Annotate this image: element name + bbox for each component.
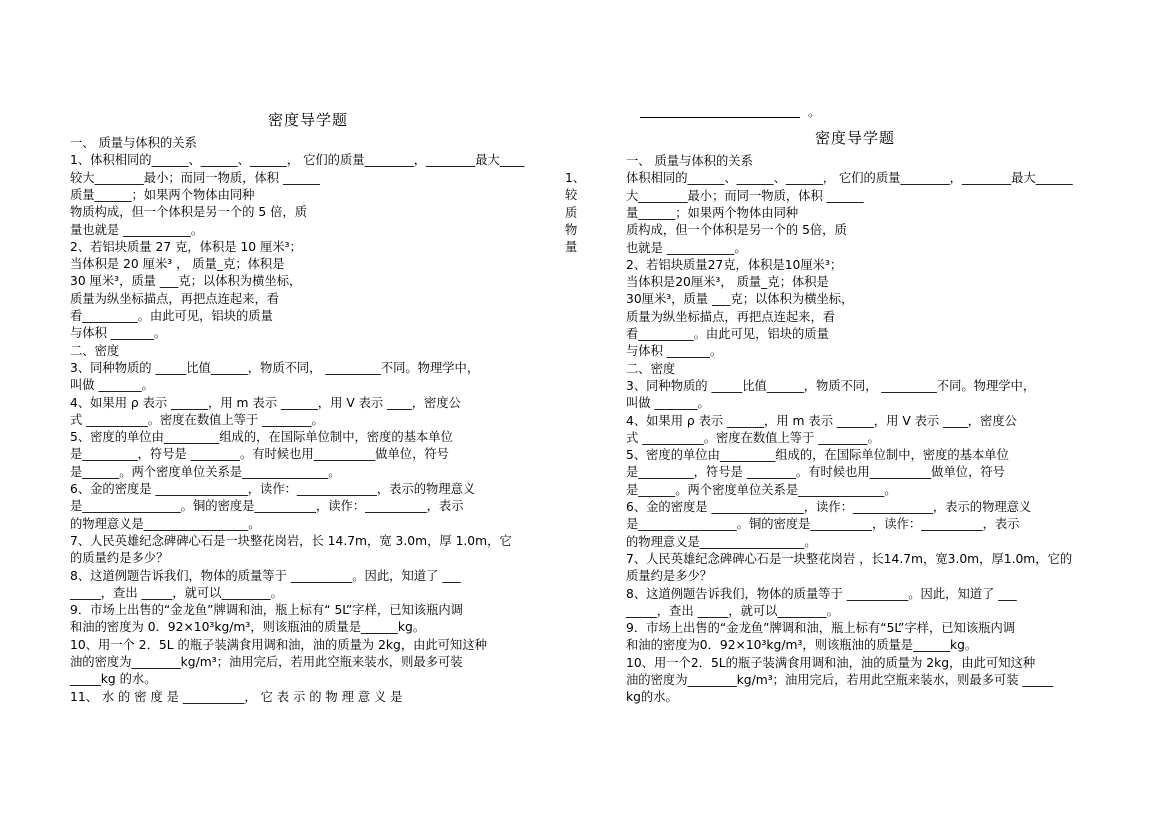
text-line: 11、 水 的 密 度 是 __________， 它 表 示 的 物 理 意 义 是 bbox=[70, 689, 403, 704]
text-line: 二、密度 bbox=[70, 343, 120, 358]
text-line: 质量______；如果两个物体由同种 bbox=[70, 187, 255, 202]
text-line: 5、密度的单位由_________组成的，在国际单位制中，密度的基本单位 bbox=[626, 448, 1009, 463]
text-line: 3、同种物质的 _____比值______，物质不同， _________不同。物理学中， bbox=[70, 360, 480, 375]
text-line: 30厘米³，质量 ___克；以体积为横坐标， bbox=[626, 292, 854, 307]
gutter-char: 物 bbox=[565, 222, 578, 237]
text-line: 与体积 _______。 bbox=[70, 326, 167, 341]
text-line: 8、这道例题告诉我们，物体的质量等于 __________。因此，知道了 ___ bbox=[626, 586, 1017, 601]
text-line: 当体积是 20 厘米³ ， 质量_克；体积是 bbox=[70, 257, 285, 272]
text-line: 9．市场上出售的“金龙鱼”牌调和油，瓶上标有“5L”字样，已知该瓶内调 bbox=[626, 621, 1016, 636]
text-line: 叫做 _______。 bbox=[626, 396, 710, 411]
text-line: 看_________。由此可见，铝块的质量 bbox=[70, 309, 273, 323]
text-line: kg的水。 bbox=[626, 690, 678, 705]
text-line: 当体积是20厘米³， 质量_克；体积是 bbox=[626, 275, 829, 290]
text-line: 二、密度 bbox=[626, 361, 676, 376]
gutter-char: 量 bbox=[565, 240, 578, 255]
text-line: 8、这道例题告诉我们，物体的质量等于 __________。因此，知道了 ___ bbox=[70, 568, 461, 583]
text-line: 质量约是多少？ bbox=[626, 569, 713, 584]
gutter-char: 1、 bbox=[565, 171, 586, 185]
text-line: 量______；如果两个物体由同种 bbox=[626, 205, 799, 220]
text-line: 的质量约是多少？ bbox=[70, 551, 169, 566]
text-line: 是______。两个密度单位关系是______________。 bbox=[626, 482, 897, 497]
text-line: 10、用一个2．5L的瓶子装满食用调和油，油的质量为 2kg，由此可知这种 bbox=[626, 655, 1036, 670]
text-line: 和油的密度为0．92×10³kg/m³，则该瓶油的质量是______kg。 bbox=[626, 638, 978, 653]
text-line: 6、金的密度是 _______________，读作：_____________，表示的物理意义 bbox=[626, 500, 1032, 514]
text-line: 7、人民英雄纪念碑碑心石是一块整花岗岩 ，长14.7m，宽3.0m，厚1.0m，它的 bbox=[626, 551, 1073, 566]
text-line: _____kg 的水。 bbox=[70, 672, 157, 687]
top-line-end: 。 bbox=[808, 105, 821, 119]
text-line: 6、金的密度是 _______________，读作：_____________，表示的物理意义 bbox=[70, 482, 476, 496]
text-line: 式 __________。密度在数值上等于 ________。 bbox=[626, 430, 880, 445]
text-line: 是_________，符号是 ________。有时候也用__________做单位，符号 bbox=[626, 465, 1005, 480]
text-line: 和油的密度为 0．92×10³kg/m³，则该瓶油的质量是______kg。 bbox=[70, 620, 426, 635]
text-line: 质量为纵坐标描点，再把点连起来，看 bbox=[70, 291, 280, 306]
text-line: 一、 质量与体积的关系 bbox=[626, 154, 753, 168]
text-line: 4、如果用 ρ 表示 ______，用 m 表示 ______，用 V 表示 ____，密度公 bbox=[70, 395, 461, 410]
text-line: 是________________。铜的密度是__________，读作：__________，表示 bbox=[626, 517, 1020, 532]
text-line: 1、体积相同的______、______、______， 它们的质量________，________最大____ bbox=[70, 153, 525, 168]
text-line: 看_________。由此可见，铝块的质量 bbox=[626, 327, 829, 341]
text-line: 一、 质量与体积的关系 bbox=[70, 136, 197, 150]
text-line: 是______。两个密度单位关系是______________。 bbox=[70, 464, 341, 479]
text-line: 2、若铝块质量 27 克，体积是 10 厘米³； bbox=[70, 239, 302, 254]
text-line: 4、如果用 ρ 表示 ______，用 m 表示 ______，用 V 表示 ____，密度公 bbox=[626, 413, 1017, 428]
text-line: 2、若铝块质量27克，体积是10厘米³； bbox=[626, 257, 843, 272]
text-line: 质量为纵坐标描点，再把点连起来，看 bbox=[626, 309, 836, 324]
text-line: 10、用一个 2．5L 的瓶子装满食用调和油，油的质量为 2kg，由此可知这种 bbox=[70, 637, 487, 652]
text-line: 式 __________。密度在数值上等于 ________。 bbox=[70, 412, 324, 427]
text-line: 油的密度为________kg/m³；油用完后，若用此空瓶来装水，则最多可装 _____ bbox=[626, 673, 1054, 687]
text-line: 量也就是 ___________。 bbox=[70, 222, 204, 237]
text-line: 油的密度为________kg/m³；油用完后，若用此空瓶来装水，则最多可装 bbox=[70, 655, 463, 669]
text-line: 体积相同的______、______、______， 它们的质量________，________最大______ bbox=[626, 171, 1073, 186]
text-line: 3、同种物质的 _____比值______，物质不同， _________不同。物理学中， bbox=[626, 378, 1036, 393]
text-line: 的物理意义是_________________。 bbox=[626, 534, 817, 549]
text-line: 与体积 _______。 bbox=[626, 344, 723, 359]
text-line: 大________最小；而同一物质，体积 ______ bbox=[626, 188, 864, 203]
text-line: 物质构成，但一个体积是另一个的 5 倍，质 bbox=[70, 205, 307, 220]
gutter-char: 较 bbox=[565, 188, 578, 203]
text-line: 的物理意义是_________________。 bbox=[70, 516, 261, 531]
text-line: 较大________最小；而同一物质，体积 ______ bbox=[70, 170, 320, 185]
text-line: 质构成，但一个体积是另一个的 5倍，质 bbox=[626, 223, 847, 238]
top-answer-line bbox=[640, 117, 800, 118]
left-page-title: 密度导学题 bbox=[268, 111, 349, 129]
text-line: _____，查出 _____，就可以________。 bbox=[70, 585, 283, 600]
text-line: 9．市场上出售的“金龙鱼”牌调和油，瓶上标有“ 5L”字样，已知该瓶内调 bbox=[70, 603, 463, 618]
right-page-title: 密度导学题 bbox=[815, 129, 896, 147]
text-line: 叫做 _______。 bbox=[70, 378, 154, 393]
text-line: 是_________，符号是 ________。有时候也用__________做单位，符号 bbox=[70, 447, 449, 462]
text-line: 7、人民英雄纪念碑碑心石是一块整花岗岩，长 14.7m，宽 3.0m，厚 1.0m，它 bbox=[70, 533, 512, 548]
gutter-char: 质 bbox=[565, 205, 578, 220]
text-line: 30 厘米³，质量 ___克；以体积为横坐标， bbox=[70, 274, 302, 289]
text-line: _____，查出 _____，就可以________。 bbox=[626, 603, 839, 618]
text-line: 5、密度的单位由_________组成的，在国际单位制中，密度的基本单位 bbox=[70, 430, 453, 445]
text-line: 是________________。铜的密度是__________，读作：__________，表示 bbox=[70, 499, 464, 514]
text-line: 也就是 ___________。 bbox=[626, 240, 747, 255]
